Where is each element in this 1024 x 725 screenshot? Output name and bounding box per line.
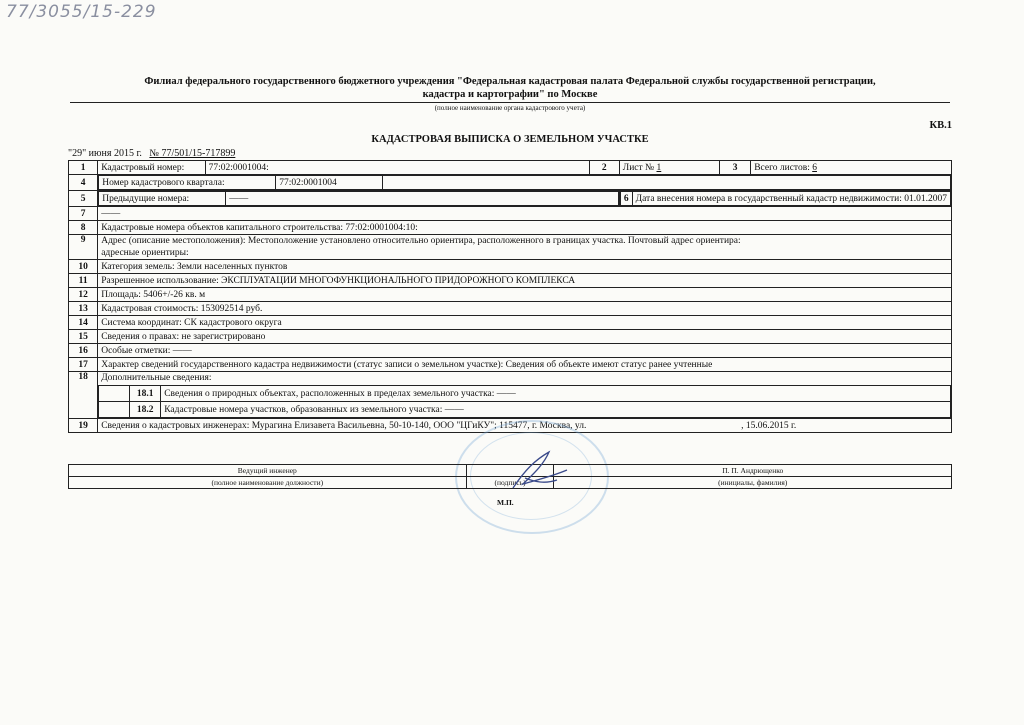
row-number: 19	[69, 419, 98, 433]
row-number: 18	[69, 372, 98, 419]
permitted-use: Разрешенное использование: ЭКСПЛУАТАЦИИ МНОГОФУНКЦИОНАЛЬНОГО ПРИДОРОЖНОГО КОМПЛЕКСА	[98, 274, 952, 288]
date-entry-text: Дата внесения номера в государственный кадастр недвижимости: 01.01.2007	[632, 192, 950, 206]
quarter-label: Номер кадастрового квартала:	[99, 176, 276, 190]
row-number: 8	[69, 221, 98, 235]
handwritten-reference: 77/3055/15-229	[6, 2, 157, 22]
cadastral-number-value: 77:02:0001004:	[205, 161, 589, 175]
additional-info-cell	[98, 372, 952, 419]
derived-parcels-info: Кадастровые номера участков, образованных из земельного участка: ——	[161, 402, 951, 418]
capital-objects-numbers: Кадастровые номера объектов капитального строительства: 77:02:0001004:10:	[98, 221, 952, 235]
cadastral-number-label: Кадастровый номер:	[98, 161, 205, 175]
row-number: 18.2	[130, 402, 161, 418]
organization-line1: Филиал федерального государственного бюджетного учреждения "Федеральная кадастровая палата Федеральной службы государственной регистрации,	[144, 76, 876, 87]
document-date-line	[68, 148, 235, 159]
table-row	[69, 274, 952, 288]
quarter-empty	[383, 176, 951, 190]
row-number: 18.1	[130, 386, 161, 402]
special-notes: Особые отметки: ——	[98, 344, 952, 358]
area: Площадь: 5406+/-26 кв. м	[98, 288, 952, 302]
row-number: 7	[69, 207, 98, 221]
previous-numbers-value: ——	[226, 192, 619, 206]
record-status: Характер сведений государственного кадастра недвижимости (статус записи о земельном участке): Сведения об объекте имеют статус ранее учтенные	[98, 358, 952, 372]
table-row	[69, 260, 952, 274]
table-row	[69, 344, 952, 358]
table-row	[69, 302, 952, 316]
total-sheets-cell	[751, 161, 952, 175]
row7-value: ——	[98, 207, 952, 221]
row-number: 4	[69, 175, 98, 191]
date-entry-inner	[620, 191, 951, 206]
quarter-value: 77:02:0001004	[276, 176, 383, 190]
table-row	[69, 191, 952, 207]
row-number: 13	[69, 302, 98, 316]
row-number: 14	[69, 316, 98, 330]
previous-inner	[98, 191, 619, 206]
stamp-label: М.П.	[497, 498, 514, 507]
rights-info: Сведения о правах: не зарегистрировано	[98, 330, 952, 344]
row-number: 11	[69, 274, 98, 288]
row-number: 6	[620, 192, 632, 206]
row-number: 1	[69, 161, 98, 175]
row-number: 16	[69, 344, 98, 358]
organization-underline	[70, 102, 950, 103]
organization-caption: (полное наименование органа кадастрового учета)	[434, 104, 586, 112]
additional-info-inner	[98, 385, 951, 418]
total-sheets-value: 6	[812, 162, 817, 173]
additional-info-label: Дополнительные сведения:	[101, 373, 212, 383]
table-row	[69, 161, 952, 175]
date-entry-cell	[619, 191, 951, 207]
table-row	[69, 221, 952, 235]
signer-name: П. П. Андрющенко	[554, 465, 952, 477]
table-row	[69, 207, 952, 221]
natural-objects-info: Сведения о природных объектах, расположенных в пределах земельного участка: ——	[161, 386, 951, 402]
sheet-value: 1	[656, 162, 662, 173]
row-number: 12	[69, 288, 98, 302]
cadastral-table	[68, 160, 952, 433]
quarter-cell	[98, 175, 952, 191]
row-number: 3	[720, 161, 751, 175]
document-title: КАДАСТРОВАЯ ВЫПИСКА О ЗЕМЕЛЬНОМ УЧАСТКЕ	[371, 134, 649, 145]
table-row	[69, 316, 952, 330]
engineers-date: , 15.06.2015 г.	[741, 420, 797, 431]
table-row	[69, 330, 952, 344]
organization-line2: кадастра и картографии" по Москве	[422, 89, 598, 100]
sheet-cell	[619, 161, 719, 175]
position-caption: (полное наименование должности)	[69, 477, 467, 489]
quarter-inner	[98, 175, 951, 190]
signature-caption: (подпись)	[466, 477, 554, 489]
table-row	[69, 372, 952, 419]
engineers-info: Сведения о кадастровых инженерах: Мурагина Елизавета Васильевна, 50-10-140, ООО "ЦГиКУ"; 115477, г. Москва, ул.	[101, 420, 587, 431]
document-date: "29" июня 2015 г.	[68, 148, 142, 159]
handwritten-signature	[505, 440, 575, 500]
row-number: 10	[69, 260, 98, 274]
address-cell	[98, 235, 952, 260]
row-number: 15	[69, 330, 98, 344]
coordinate-system: Система координат: СК кадастрового округа	[98, 316, 952, 330]
organization-name	[70, 75, 950, 101]
address-text: Адрес (описание местоположения): Местоположение установлено относительно ориентира, расположенного в границах участка. Почтовый адрес ориентира:	[101, 236, 741, 246]
cadastral-value: Кадастровая стоимость: 153092514 руб.	[98, 302, 952, 316]
address-landmarks: адресные ориентиры:	[101, 248, 189, 258]
row-number: 17	[69, 358, 98, 372]
previous-numbers-label: Предыдущие номера:	[99, 192, 226, 206]
total-sheets-label: Всего листов:	[754, 162, 810, 173]
row-number: 5	[69, 191, 98, 207]
table-row	[69, 358, 952, 372]
table-row	[69, 235, 952, 260]
row-number: 2	[589, 161, 619, 175]
table-row	[69, 288, 952, 302]
land-category: Категория земель: Земли населенных пунктов	[98, 260, 952, 274]
table-row	[69, 175, 952, 191]
row-number: 9	[69, 235, 98, 260]
name-caption: (инициалы, фамилия)	[554, 477, 952, 489]
signer-position: Ведущий инженер	[69, 465, 467, 477]
document-number: № 77/501/15-717899	[149, 148, 236, 159]
form-code: КВ.1	[929, 120, 952, 131]
previous-numbers-cell	[98, 191, 620, 207]
sheet-label: Лист №	[622, 162, 655, 173]
